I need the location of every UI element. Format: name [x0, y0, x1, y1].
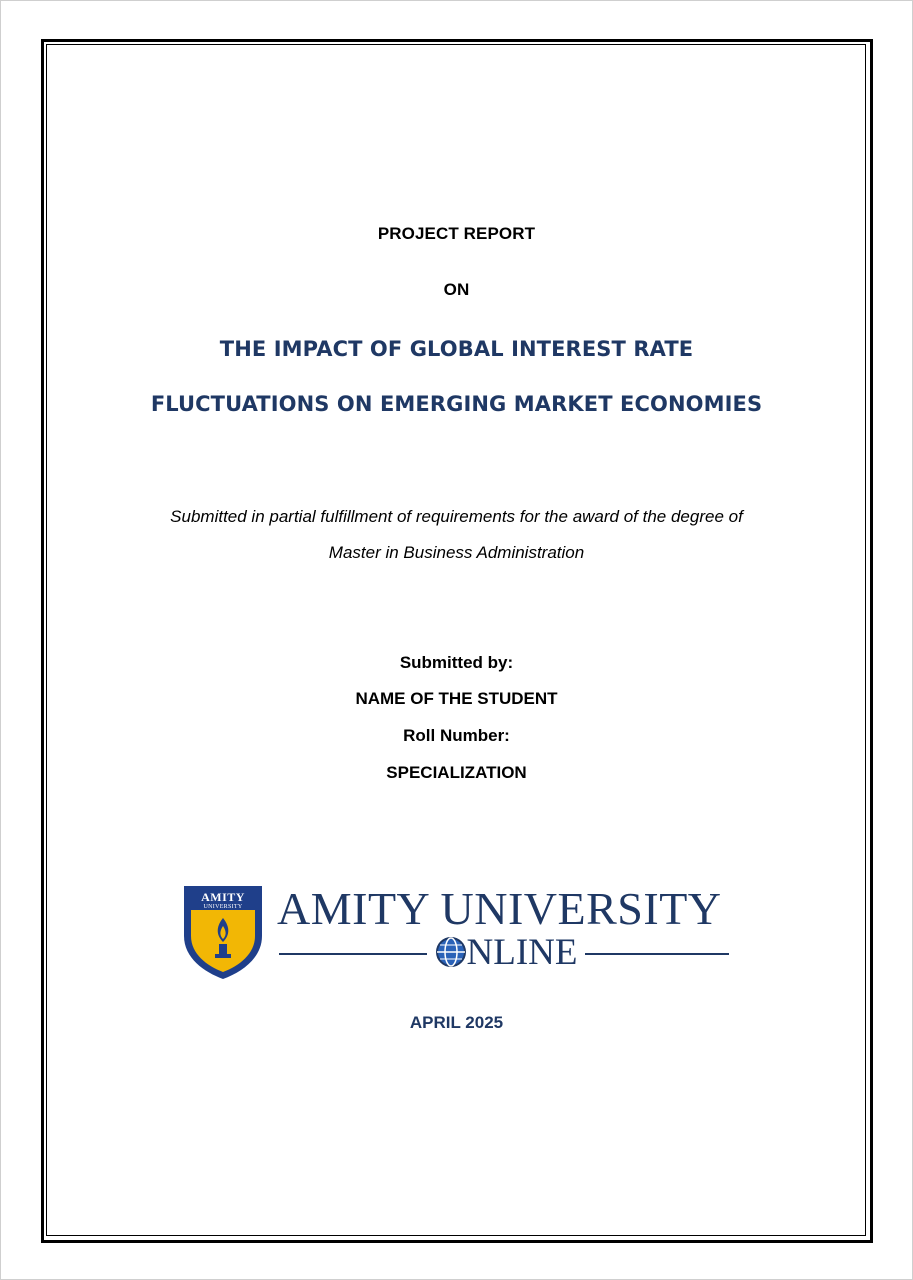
student-name: NAME OF THE STUDENT	[355, 689, 558, 708]
submission-statement-line1: Submitted in partial fulfillment of requirements for the award of the degree of	[170, 507, 743, 526]
shield-text-bottom: UNIVERSITY	[203, 904, 243, 910]
report-title-line1: THE IMPACT OF GLOBAL INTEREST RATE	[219, 337, 694, 361]
brand-online	[428, 934, 584, 971]
report-date: APRIL 2025	[409, 1013, 504, 1032]
globe-icon	[435, 936, 467, 968]
report-title-line2: FLUCTUATIONS ON EMERGING MARKET ECONOMIES	[150, 392, 763, 416]
specialization: SPECIALIZATION	[386, 763, 527, 782]
page-border-inner	[46, 44, 866, 1236]
submission-statement-line2: Master in Business Administration	[328, 543, 585, 562]
report-heading: PROJECT REPORT	[377, 224, 536, 243]
submitted-by-label: Submitted by:	[399, 653, 514, 672]
brand-rule-left	[279, 953, 427, 955]
amity-university-online-logo	[182, 884, 732, 984]
shield-text-top: AMITY	[201, 890, 245, 904]
brand-name: AMITY UNIVERSITY	[277, 883, 722, 934]
brand-rule-right	[585, 953, 729, 955]
brand-online-text: NLINE	[466, 932, 578, 973]
shield-lettering	[182, 891, 264, 910]
report-on: ON	[443, 280, 470, 299]
roll-number-label: Roll Number:	[403, 726, 510, 745]
